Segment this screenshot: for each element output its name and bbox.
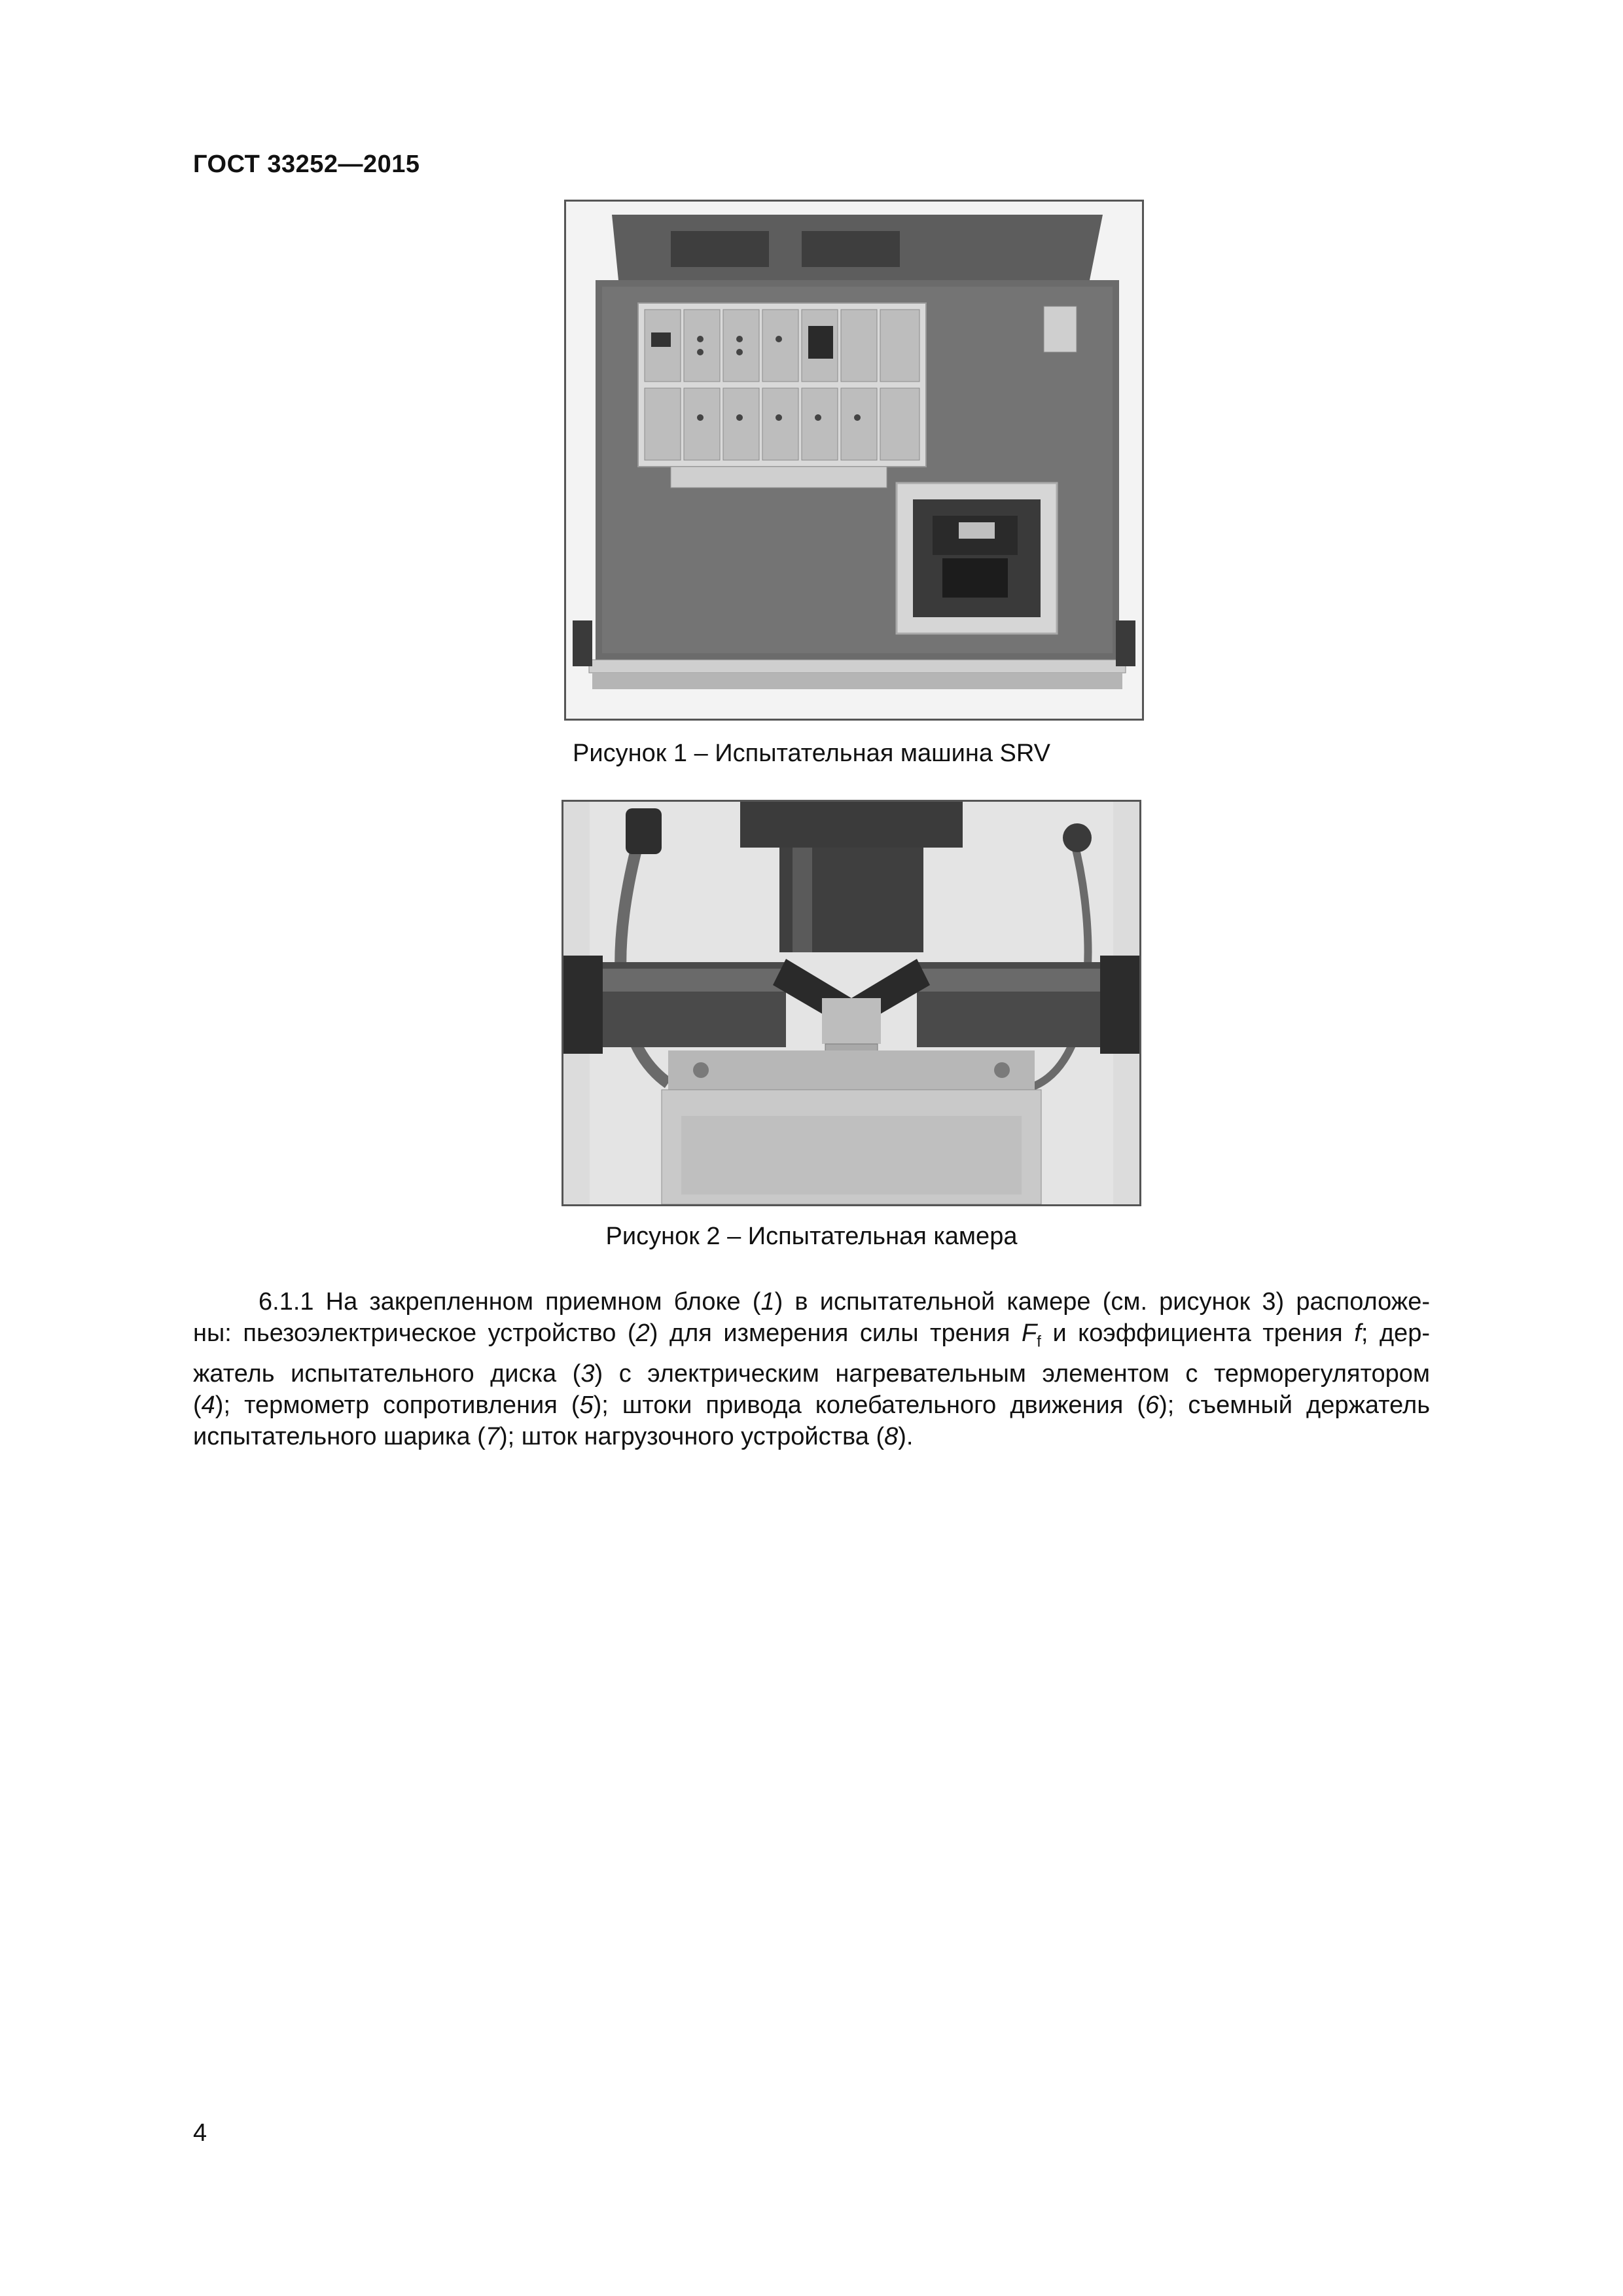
text-run: ) в испытательной камере (см. рисунок 3) расположе-	[774, 1288, 1431, 1316]
text-run: ; дер-	[1361, 1319, 1430, 1347]
symbol-friction-force: F	[1022, 1319, 1037, 1347]
figure-1-caption: Рисунок 1 – Испытательная машина SRV	[573, 740, 1050, 767]
item-ref: 6	[1145, 1391, 1160, 1419]
symbol-friction-coefficient: f	[1354, 1319, 1361, 1347]
text-run: ны: пьезоэлектрическое устройство (	[193, 1319, 636, 1347]
figure-2-photo	[562, 800, 1141, 1206]
text-run: ); штоки привода колебательного движения (	[593, 1391, 1146, 1419]
page-number: 4	[193, 2119, 207, 2147]
text-run: (	[193, 1391, 202, 1419]
text-run: ); термометр сопротивления (	[215, 1391, 580, 1419]
paragraph-6-1-1	[193, 1286, 1430, 1452]
symbol-subscript: f	[1037, 1333, 1041, 1351]
paragraph-line	[193, 1358, 1430, 1390]
text-run: ) для измерения силы трения	[649, 1319, 1022, 1347]
paragraph-line	[193, 1390, 1430, 1421]
item-ref: 3	[580, 1359, 595, 1388]
text-run: и коэффициента трения	[1041, 1319, 1355, 1347]
item-ref: 8	[884, 1422, 899, 1450]
figure-2-caption: Рисунок 2 – Испытательная камера	[605, 1223, 1018, 1250]
text-run: испытательного шарика (	[193, 1422, 486, 1450]
item-ref: 7	[485, 1422, 499, 1450]
text-run: ); съемный держатель	[1159, 1391, 1430, 1419]
text-run: жатель испытательного диска (	[193, 1359, 581, 1388]
item-ref: 5	[579, 1391, 594, 1419]
item-ref: 2	[635, 1319, 650, 1347]
item-ref: 4	[201, 1391, 215, 1419]
document-header: ГОСТ 33252—2015	[193, 151, 420, 178]
figure-1-photo	[564, 200, 1144, 721]
text-run: ) с электрическим нагревательным элементом с терморегулятором	[594, 1359, 1430, 1388]
paragraph-line	[193, 1318, 1430, 1358]
paragraph-line	[193, 1286, 1430, 1318]
paragraph-line	[193, 1421, 1430, 1452]
text-run: 6.1.1 На закрепленном приемном блоке (	[259, 1288, 761, 1316]
text-run: ).	[898, 1422, 914, 1450]
item-ref: 1	[760, 1288, 775, 1316]
text-run: ); шток нагрузочного устройства (	[499, 1422, 885, 1450]
